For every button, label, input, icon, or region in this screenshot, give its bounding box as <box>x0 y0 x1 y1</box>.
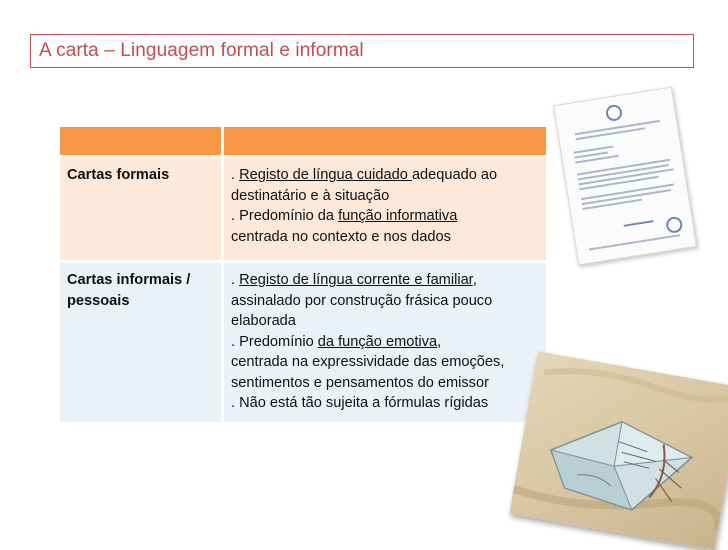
underlined-term: Registo de língua corrente e familiar <box>239 272 473 288</box>
underlined-term: função informativa <box>338 208 458 224</box>
table-header-row <box>60 127 546 158</box>
row-label: Cartas formais <box>67 167 170 183</box>
content-line: assinalado por construção frásica pouco <box>231 292 493 309</box>
header-cell <box>60 127 224 158</box>
content-line: centrada no contexto e nos dados <box>231 228 451 245</box>
content-line: elaborada <box>231 313 296 329</box>
table-row <box>60 263 546 422</box>
row-content-cell <box>224 263 546 422</box>
slide-title-box <box>30 34 694 68</box>
row-label-cell <box>60 263 224 422</box>
content-line: . Predomínio da função emotiva, <box>231 333 442 350</box>
letter-seal-icon <box>605 104 623 122</box>
letter-stamp-icon <box>665 216 683 234</box>
envelope-drawing-image <box>509 351 728 550</box>
row-label: Cartas informais / <box>67 272 191 288</box>
row-label-cell <box>60 158 224 263</box>
formal-letter-image <box>553 87 697 266</box>
header-cell <box>224 127 546 158</box>
content-line: destinatário e à situação <box>231 187 390 204</box>
content-line: . Predomínio da função informativa <box>231 208 458 224</box>
content-line: . Registo de língua corrente e familiar, <box>231 272 477 288</box>
underlined-term: da função emotiva <box>317 333 438 350</box>
table-row <box>60 158 546 263</box>
content-line: centrada na expressividade das emoções, <box>231 354 505 370</box>
underlined-term: Registo de língua cuidado <box>239 167 412 183</box>
comparison-table <box>60 127 546 422</box>
content-line: . Não está tão sujeita a fórmulas rígidas <box>231 395 489 411</box>
row-label: pessoais <box>67 292 130 309</box>
content-line: sentimentos e pensamentos do emissor <box>231 374 489 391</box>
slide-title: A carta – Linguagem formal e informal <box>39 40 364 61</box>
content-line: . Registo de língua cuidado adequado ao <box>231 167 498 183</box>
row-content-cell <box>224 158 546 263</box>
